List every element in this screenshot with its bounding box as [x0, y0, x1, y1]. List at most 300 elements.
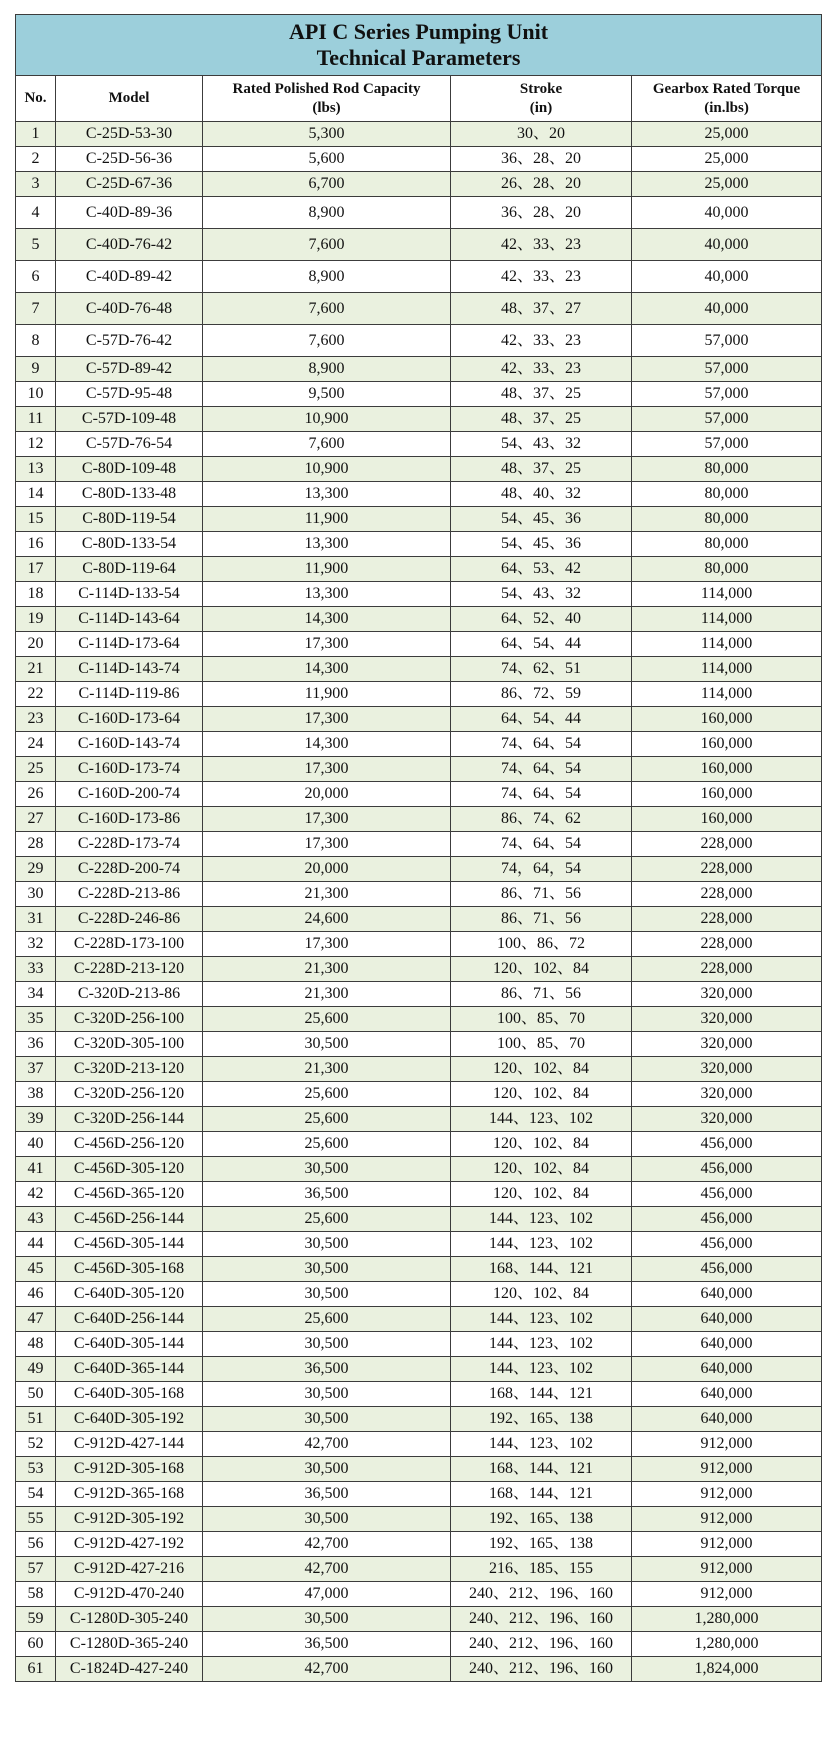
cell-no: 2: [16, 147, 56, 172]
cell-model: C-114D-173-64: [56, 632, 203, 657]
header-capacity-unit: (lbs): [312, 99, 341, 116]
cell-capacity: 9,500: [203, 382, 451, 407]
cell-torque: 228,000: [632, 957, 822, 982]
cell-no: 22: [16, 682, 56, 707]
cell-torque: 40,000: [632, 229, 822, 261]
cell-torque: 320,000: [632, 1082, 822, 1107]
cell-model: C-912D-305-168: [56, 1457, 203, 1482]
cell-capacity: 20,000: [203, 782, 451, 807]
table-body: [16, 122, 822, 1682]
cell-torque: 228,000: [632, 832, 822, 857]
cell-no: 60: [16, 1632, 56, 1657]
table-row: [16, 1607, 822, 1632]
cell-torque: 1,824,000: [632, 1657, 822, 1682]
cell-capacity: 21,300: [203, 882, 451, 907]
cell-torque: 912,000: [632, 1532, 822, 1557]
table-row: [16, 197, 822, 229]
cell-no: 6: [16, 261, 56, 293]
cell-capacity: 17,300: [203, 932, 451, 957]
cell-stroke: 100、86、72: [451, 932, 632, 957]
cell-torque: 912,000: [632, 1457, 822, 1482]
cell-no: 3: [16, 172, 56, 197]
cell-capacity: 30,500: [203, 1282, 451, 1307]
cell-model: C-25D-53-30: [56, 122, 203, 147]
cell-torque: 57,000: [632, 407, 822, 432]
cell-torque: 160,000: [632, 732, 822, 757]
cell-torque: 57,000: [632, 432, 822, 457]
cell-capacity: 17,300: [203, 632, 451, 657]
cell-model: C-80D-119-54: [56, 507, 203, 532]
cell-no: 31: [16, 907, 56, 932]
cell-torque: 912,000: [632, 1432, 822, 1457]
cell-capacity: 13,300: [203, 482, 451, 507]
cell-stroke: 74、64、54: [451, 782, 632, 807]
cell-no: 47: [16, 1307, 56, 1332]
cell-stroke: 54、43、32: [451, 432, 632, 457]
parameters-table-container: [15, 14, 821, 1682]
table-row: [16, 1457, 822, 1482]
cell-torque: 640,000: [632, 1282, 822, 1307]
cell-capacity: 8,900: [203, 261, 451, 293]
cell-model: C-640D-305-144: [56, 1332, 203, 1357]
table-row: [16, 1182, 822, 1207]
cell-capacity: 11,900: [203, 682, 451, 707]
cell-capacity: 17,300: [203, 832, 451, 857]
cell-no: 24: [16, 732, 56, 757]
cell-stroke: 64、52、40: [451, 607, 632, 632]
header-stroke: [451, 76, 632, 122]
cell-torque: 456,000: [632, 1157, 822, 1182]
cell-no: 27: [16, 807, 56, 832]
cell-torque: 114,000: [632, 657, 822, 682]
cell-no: 54: [16, 1482, 56, 1507]
cell-stroke: 26、28、20: [451, 172, 632, 197]
cell-capacity: 30,500: [203, 1257, 451, 1282]
header-model-label: Model: [108, 90, 150, 106]
cell-stroke: 100、85、70: [451, 1007, 632, 1032]
table-row: [16, 707, 822, 732]
header-capacity-label: Rated Polished Rod Capacity: [232, 80, 421, 97]
cell-stroke: 168、144、121: [451, 1482, 632, 1507]
cell-capacity: 14,300: [203, 657, 451, 682]
table-row: [16, 832, 822, 857]
cell-model: C-114D-143-64: [56, 607, 203, 632]
cell-capacity: 7,600: [203, 432, 451, 457]
cell-model: C-57D-109-48: [56, 407, 203, 432]
header-stroke-label: Stroke: [519, 80, 563, 97]
cell-no: 12: [16, 432, 56, 457]
cell-capacity: 11,900: [203, 507, 451, 532]
cell-no: 28: [16, 832, 56, 857]
table-row: [16, 682, 822, 707]
cell-torque: 320,000: [632, 1057, 822, 1082]
cell-no: 16: [16, 532, 56, 557]
table-row: [16, 293, 822, 325]
cell-torque: 640,000: [632, 1332, 822, 1357]
cell-capacity: 36,500: [203, 1182, 451, 1207]
table-row: [16, 122, 822, 147]
title-line-1: API C Series Pumping Unit: [288, 19, 549, 44]
cell-no: 20: [16, 632, 56, 657]
cell-torque: 456,000: [632, 1232, 822, 1257]
cell-torque: 456,000: [632, 1257, 822, 1282]
cell-stroke: 74、64、54: [451, 732, 632, 757]
table-row: [16, 482, 822, 507]
cell-no: 26: [16, 782, 56, 807]
cell-stroke: 120、102、84: [451, 1132, 632, 1157]
cell-model: C-160D-173-86: [56, 807, 203, 832]
cell-torque: 912,000: [632, 1557, 822, 1582]
cell-model: C-57D-76-54: [56, 432, 203, 457]
cell-model: C-57D-76-42: [56, 325, 203, 357]
cell-model: C-1280D-365-240: [56, 1632, 203, 1657]
cell-model: C-320D-305-100: [56, 1032, 203, 1057]
cell-capacity: 5,600: [203, 147, 451, 172]
cell-torque: 228,000: [632, 882, 822, 907]
table-row: [16, 432, 822, 457]
cell-capacity: 25,600: [203, 1207, 451, 1232]
cell-capacity: 30,500: [203, 1032, 451, 1057]
cell-no: 29: [16, 857, 56, 882]
cell-stroke: 100、85、70: [451, 1032, 632, 1057]
table-row: [16, 732, 822, 757]
cell-capacity: 14,300: [203, 732, 451, 757]
cell-model: C-80D-133-48: [56, 482, 203, 507]
cell-capacity: 42,700: [203, 1432, 451, 1457]
cell-no: 61: [16, 1657, 56, 1682]
cell-stroke: 64、54、44: [451, 632, 632, 657]
cell-stroke: 48、37、25: [451, 457, 632, 482]
cell-capacity: 11,900: [203, 557, 451, 582]
cell-capacity: 17,300: [203, 707, 451, 732]
cell-stroke: 144、123、102: [451, 1232, 632, 1257]
cell-no: 10: [16, 382, 56, 407]
header-torque-label: Gearbox Rated Torque: [652, 80, 801, 97]
table-row: [16, 1557, 822, 1582]
cell-model: C-57D-89-42: [56, 357, 203, 382]
table-row: [16, 1382, 822, 1407]
cell-no: 18: [16, 582, 56, 607]
cell-capacity: 20,000: [203, 857, 451, 882]
cell-model: C-40D-76-42: [56, 229, 203, 261]
cell-stroke: 216、185、155: [451, 1557, 632, 1582]
cell-model: C-320D-213-120: [56, 1057, 203, 1082]
cell-no: 14: [16, 482, 56, 507]
table-row: [16, 1432, 822, 1457]
cell-model: C-1280D-305-240: [56, 1607, 203, 1632]
table-row: [16, 1057, 822, 1082]
cell-torque: 80,000: [632, 457, 822, 482]
parameters-table: [15, 14, 822, 1682]
table-row: [16, 1032, 822, 1057]
cell-capacity: 7,600: [203, 229, 451, 261]
cell-torque: 456,000: [632, 1132, 822, 1157]
table-row: [16, 957, 822, 982]
cell-torque: 320,000: [632, 1032, 822, 1057]
cell-capacity: 17,300: [203, 757, 451, 782]
cell-capacity: 24,600: [203, 907, 451, 932]
cell-torque: 912,000: [632, 1582, 822, 1607]
cell-capacity: 30,500: [203, 1332, 451, 1357]
cell-torque: 228,000: [632, 857, 822, 882]
cell-torque: 40,000: [632, 197, 822, 229]
table-row: [16, 1007, 822, 1032]
cell-model: C-114D-119-86: [56, 682, 203, 707]
cell-stroke: 30、20: [451, 122, 632, 147]
cell-no: 53: [16, 1457, 56, 1482]
cell-capacity: 36,500: [203, 1482, 451, 1507]
cell-stroke: 42、33、23: [451, 229, 632, 261]
cell-torque: 228,000: [632, 932, 822, 957]
cell-capacity: 8,900: [203, 357, 451, 382]
cell-no: 13: [16, 457, 56, 482]
header-torque: [632, 76, 822, 122]
cell-torque: 40,000: [632, 293, 822, 325]
cell-no: 43: [16, 1207, 56, 1232]
cell-capacity: 21,300: [203, 982, 451, 1007]
cell-capacity: 6,700: [203, 172, 451, 197]
cell-stroke: 144、123、102: [451, 1207, 632, 1232]
table-row: [16, 1207, 822, 1232]
cell-stroke: 64、54、44: [451, 707, 632, 732]
cell-no: 5: [16, 229, 56, 261]
cell-torque: 456,000: [632, 1182, 822, 1207]
cell-model: C-912D-427-216: [56, 1557, 203, 1582]
cell-capacity: 30,500: [203, 1232, 451, 1257]
cell-capacity: 42,700: [203, 1532, 451, 1557]
cell-torque: 80,000: [632, 482, 822, 507]
cell-no: 41: [16, 1157, 56, 1182]
cell-no: 23: [16, 707, 56, 732]
table-row: [16, 507, 822, 532]
cell-stroke: 86、71、56: [451, 882, 632, 907]
cell-no: 57: [16, 1557, 56, 1582]
cell-capacity: 30,500: [203, 1407, 451, 1432]
cell-torque: 57,000: [632, 357, 822, 382]
cell-model: C-640D-256-144: [56, 1307, 203, 1332]
table-row: [16, 982, 822, 1007]
cell-capacity: 21,300: [203, 1057, 451, 1082]
cell-stroke: 74、64、54: [451, 832, 632, 857]
table-row: [16, 607, 822, 632]
cell-stroke: 48、40、32: [451, 482, 632, 507]
cell-no: 46: [16, 1282, 56, 1307]
cell-torque: 160,000: [632, 707, 822, 732]
cell-torque: 57,000: [632, 382, 822, 407]
cell-torque: 320,000: [632, 1107, 822, 1132]
cell-model: C-456D-365-120: [56, 1182, 203, 1207]
cell-model: C-912D-365-168: [56, 1482, 203, 1507]
cell-torque: 25,000: [632, 172, 822, 197]
cell-no: 7: [16, 293, 56, 325]
table-title: [16, 15, 822, 76]
cell-model: C-80D-109-48: [56, 457, 203, 482]
cell-no: 35: [16, 1007, 56, 1032]
cell-torque: 160,000: [632, 757, 822, 782]
table-row: [16, 1657, 822, 1682]
cell-capacity: 25,600: [203, 1132, 451, 1157]
cell-torque: 1,280,000: [632, 1607, 822, 1632]
table-row: [16, 357, 822, 382]
cell-model: C-228D-213-86: [56, 882, 203, 907]
cell-model: C-160D-173-64: [56, 707, 203, 732]
cell-no: 55: [16, 1507, 56, 1532]
cell-stroke: 42、33、23: [451, 261, 632, 293]
cell-model: C-320D-256-100: [56, 1007, 203, 1032]
cell-no: 11: [16, 407, 56, 432]
cell-no: 37: [16, 1057, 56, 1082]
cell-torque: 912,000: [632, 1482, 822, 1507]
cell-stroke: 54、43、32: [451, 582, 632, 607]
cell-no: 52: [16, 1432, 56, 1457]
table-row: [16, 532, 822, 557]
cell-stroke: 54、45、36: [451, 532, 632, 557]
cell-no: 44: [16, 1232, 56, 1257]
cell-stroke: 120、102、84: [451, 1157, 632, 1182]
cell-torque: 40,000: [632, 261, 822, 293]
cell-capacity: 13,300: [203, 532, 451, 557]
cell-torque: 114,000: [632, 607, 822, 632]
cell-model: C-456D-256-144: [56, 1207, 203, 1232]
table-row: [16, 457, 822, 482]
cell-torque: 114,000: [632, 582, 822, 607]
cell-model: C-320D-256-144: [56, 1107, 203, 1132]
cell-model: C-114D-143-74: [56, 657, 203, 682]
cell-capacity: 25,600: [203, 1107, 451, 1132]
cell-capacity: 13,300: [203, 582, 451, 607]
cell-capacity: 25,600: [203, 1007, 451, 1032]
cell-stroke: 86、72、59: [451, 682, 632, 707]
cell-no: 15: [16, 507, 56, 532]
cell-stroke: 144、123、102: [451, 1332, 632, 1357]
cell-stroke: 48、37、27: [451, 293, 632, 325]
cell-stroke: 120、102、84: [451, 1282, 632, 1307]
cell-stroke: 168、144、121: [451, 1382, 632, 1407]
table-row: [16, 1082, 822, 1107]
cell-no: 30: [16, 882, 56, 907]
table-row: [16, 172, 822, 197]
cell-torque: 912,000: [632, 1507, 822, 1532]
cell-stroke: 74、64、54: [451, 757, 632, 782]
cell-model: C-80D-133-54: [56, 532, 203, 557]
header-model: [56, 76, 203, 122]
cell-capacity: 30,500: [203, 1382, 451, 1407]
cell-stroke: 240、212、196、160: [451, 1657, 632, 1682]
cell-no: 45: [16, 1257, 56, 1282]
cell-capacity: 10,900: [203, 407, 451, 432]
cell-capacity: 25,600: [203, 1307, 451, 1332]
cell-model: C-320D-256-120: [56, 1082, 203, 1107]
table-row: [16, 782, 822, 807]
table-row: [16, 382, 822, 407]
cell-capacity: 21,300: [203, 957, 451, 982]
cell-model: C-912D-305-192: [56, 1507, 203, 1532]
cell-stroke: 86、74、62: [451, 807, 632, 832]
table-row: [16, 407, 822, 432]
table-row: [16, 657, 822, 682]
cell-capacity: 42,700: [203, 1557, 451, 1582]
cell-model: C-1824D-427-240: [56, 1657, 203, 1682]
cell-torque: 320,000: [632, 982, 822, 1007]
cell-no: 21: [16, 657, 56, 682]
cell-no: 48: [16, 1332, 56, 1357]
table-row: [16, 807, 822, 832]
cell-no: 58: [16, 1582, 56, 1607]
cell-stroke: 120、102、84: [451, 1057, 632, 1082]
cell-stroke: 74，64，54: [451, 857, 632, 882]
cell-no: 19: [16, 607, 56, 632]
cell-torque: 80,000: [632, 532, 822, 557]
cell-torque: 320,000: [632, 1007, 822, 1032]
cell-capacity: 30,500: [203, 1157, 451, 1182]
table-row: [16, 1157, 822, 1182]
table-row: [16, 1282, 822, 1307]
title-row: [16, 15, 822, 76]
cell-stroke: 240、212、196、160: [451, 1582, 632, 1607]
table-row: [16, 1532, 822, 1557]
cell-no: 4: [16, 197, 56, 229]
cell-stroke: 192、165、138: [451, 1507, 632, 1532]
cell-no: 49: [16, 1357, 56, 1382]
cell-torque: 160,000: [632, 782, 822, 807]
table-row: [16, 882, 822, 907]
cell-model: C-640D-365-144: [56, 1357, 203, 1382]
cell-stroke: 54、45、36: [451, 507, 632, 532]
cell-stroke: 36、28、20: [451, 147, 632, 172]
cell-stroke: 240、212、196、160: [451, 1632, 632, 1657]
table-row: [16, 1407, 822, 1432]
cell-model: C-160D-173-74: [56, 757, 203, 782]
cell-capacity: 36,500: [203, 1357, 451, 1382]
cell-no: 33: [16, 957, 56, 982]
cell-capacity: 17,300: [203, 807, 451, 832]
cell-stroke: 120、102、84: [451, 1182, 632, 1207]
cell-no: 39: [16, 1107, 56, 1132]
cell-no: 59: [16, 1607, 56, 1632]
cell-capacity: 8,900: [203, 197, 451, 229]
table-row: [16, 1107, 822, 1132]
cell-capacity: 7,600: [203, 325, 451, 357]
cell-stroke: 42、33、23: [451, 325, 632, 357]
cell-stroke: 240、212、196、160: [451, 1607, 632, 1632]
cell-stroke: 144、123、102: [451, 1307, 632, 1332]
cell-model: C-912D-427-192: [56, 1532, 203, 1557]
cell-model: C-25D-67-36: [56, 172, 203, 197]
cell-capacity: 30,500: [203, 1457, 451, 1482]
cell-stroke: 144、123、102: [451, 1107, 632, 1132]
cell-model: C-912D-470-240: [56, 1582, 203, 1607]
cell-stroke: 120、102、84: [451, 957, 632, 982]
table-row: [16, 1257, 822, 1282]
table-row: [16, 1632, 822, 1657]
cell-torque: 640,000: [632, 1357, 822, 1382]
cell-model: C-40D-89-42: [56, 261, 203, 293]
cell-capacity: 10,900: [203, 457, 451, 482]
cell-model: C-640D-305-192: [56, 1407, 203, 1432]
cell-stroke: 168、144、121: [451, 1257, 632, 1282]
cell-no: 1: [16, 122, 56, 147]
cell-model: C-640D-305-168: [56, 1382, 203, 1407]
cell-stroke: 144、123、102: [451, 1432, 632, 1457]
table-row: [16, 261, 822, 293]
cell-no: 9: [16, 357, 56, 382]
cell-stroke: 192、165、138: [451, 1532, 632, 1557]
cell-model: C-228D-246-86: [56, 907, 203, 932]
table-row: [16, 1232, 822, 1257]
cell-model: C-456D-256-120: [56, 1132, 203, 1157]
cell-no: 32: [16, 932, 56, 957]
cell-stroke: 86、71、56: [451, 907, 632, 932]
